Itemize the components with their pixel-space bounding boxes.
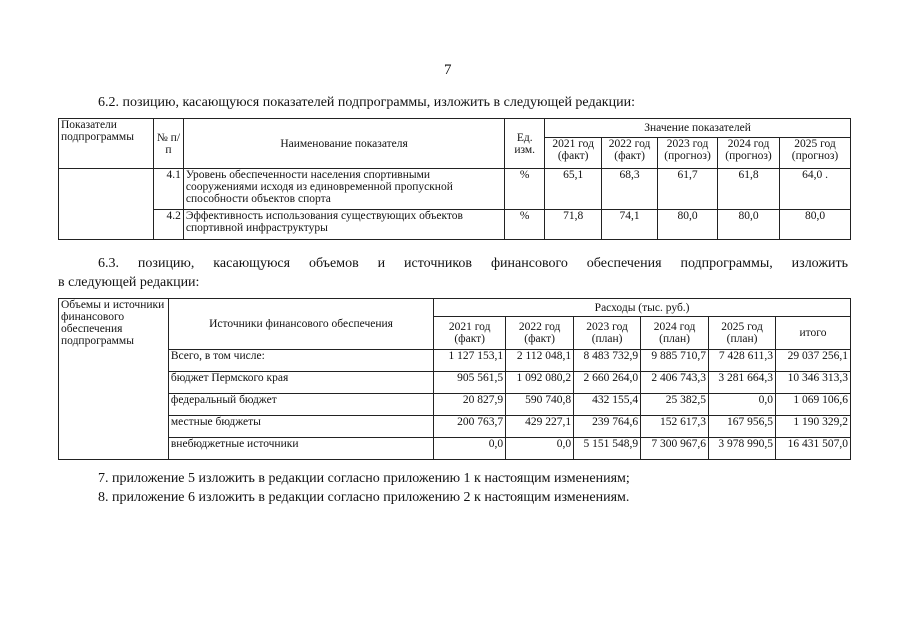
table-row <box>59 438 851 460</box>
value-cell: 71,8 <box>545 210 602 240</box>
indicator-name: Уровень обеспеченности населения спортивными сооружениями исходя из единовременной пропускной способности объектов спорта <box>183 169 504 210</box>
value-cell: 61,8 <box>718 169 780 210</box>
amount-cell: 0,0 <box>506 438 574 460</box>
table-row <box>59 350 851 372</box>
header-year: 2025 год (план) <box>709 317 776 350</box>
value-cell: 80,0 <box>658 210 718 240</box>
header-year: 2021 год (факт) <box>434 317 506 350</box>
item-8: 8. приложение 6 изложить в редакции согласно приложению 2 к настоящим изменениям. <box>98 490 630 505</box>
amount-cell: 29 037 256,1 <box>776 350 851 372</box>
amount-cell: 0,0 <box>709 394 776 416</box>
value-cell: 61,7 <box>658 169 718 210</box>
header-year: 2021 год (факт) <box>545 138 602 169</box>
amount-cell: 1 069 106,6 <box>776 394 851 416</box>
financing-table <box>58 298 851 460</box>
amount-cell: 152 617,3 <box>641 416 709 438</box>
section-6-3-intro: 6.3. позицию, касающуюся объемов и источников финансового обеспечения подпрограммы, изложить <box>98 256 848 271</box>
table-row <box>59 394 851 416</box>
amount-cell: 8 483 732,9 <box>574 350 641 372</box>
amount-cell: 3 281 664,3 <box>709 372 776 394</box>
amount-cell: 0,0 <box>434 438 506 460</box>
amount-cell: 10 346 313,3 <box>776 372 851 394</box>
source-name: местные бюджеты <box>168 416 433 438</box>
amount-cell: 9 885 710,7 <box>641 350 709 372</box>
amount-cell: 167 956,5 <box>709 416 776 438</box>
source-name: внебюджетные источники <box>168 438 433 460</box>
amount-cell: 5 151 548,9 <box>574 438 641 460</box>
amount-cell: 590 740,8 <box>506 394 574 416</box>
value-cell: 65,1 <box>545 169 602 210</box>
header-total: итого <box>776 317 851 350</box>
table-row <box>59 416 851 438</box>
table-row <box>59 169 851 210</box>
amount-cell: 20 827,9 <box>434 394 506 416</box>
indicator-name: Эффективность использования существующих объектов спортивной инфраструктуры <box>183 210 504 240</box>
amount-cell: 7 300 967,6 <box>641 438 709 460</box>
header-unit: Ед. изм. <box>505 119 545 169</box>
value-cell: 64,0 . <box>780 169 851 210</box>
source-name: федеральный бюджет <box>168 394 433 416</box>
amount-cell: 1 190 329,2 <box>776 416 851 438</box>
table-row <box>59 210 851 240</box>
value-cell: 80,0 <box>780 210 851 240</box>
indicators-table <box>58 118 851 240</box>
amount-cell: 429 227,1 <box>506 416 574 438</box>
value-cell: 74,1 <box>602 210 658 240</box>
header-expenses-group: Расходы (тыс. руб.) <box>434 299 851 317</box>
header-year: 2022 год (факт) <box>602 138 658 169</box>
header-financing-volumes: Объемы и источники финансового обеспечения подпрограммы <box>59 299 169 460</box>
header-indicator-name: Наименование показателя <box>183 119 504 169</box>
header-year: 2023 год (план) <box>574 317 641 350</box>
amount-cell: 2 406 743,3 <box>641 372 709 394</box>
header-year: 2022 год (факт) <box>506 317 574 350</box>
source-name: бюджет Пермского края <box>168 372 433 394</box>
header-values-group: Значение показателей <box>545 119 851 138</box>
unit-cell: % <box>505 210 545 240</box>
section-6-3-intro-cont: в следующей редакции: <box>58 275 200 290</box>
header-year: 2024 год (прогноз) <box>718 138 780 169</box>
section-6-2-intro: 6.2. позицию, касающуюся показателей подпрограммы, изложить в следующей редакции: <box>98 95 635 110</box>
value-cell: 80,0 <box>718 210 780 240</box>
header-year: 2025 год (прогноз) <box>780 138 851 169</box>
row-number: 4.2 <box>153 210 183 240</box>
amount-cell: 1 092 080,2 <box>506 372 574 394</box>
amount-cell: 7 428 611,3 <box>709 350 776 372</box>
amount-cell: 16 431 507,0 <box>776 438 851 460</box>
row-number: 4.1 <box>153 169 183 210</box>
item-7: 7. приложение 5 изложить в редакции согласно приложению 1 к настоящим изменениям; <box>98 471 630 486</box>
amount-cell: 200 763,7 <box>434 416 506 438</box>
header-number: № п/п <box>153 119 183 169</box>
header-indicators: Показатели подпрограммы <box>59 119 154 169</box>
amount-cell: 3 978 990,5 <box>709 438 776 460</box>
amount-cell: 1 127 153,1 <box>434 350 506 372</box>
amount-cell: 25 382,5 <box>641 394 709 416</box>
page-number: 7 <box>444 62 452 78</box>
amount-cell: 432 155,4 <box>574 394 641 416</box>
unit-cell: % <box>505 169 545 210</box>
value-cell: 68,3 <box>602 169 658 210</box>
amount-cell: 2 112 048,1 <box>506 350 574 372</box>
header-year: 2023 год (прогноз) <box>658 138 718 169</box>
source-name: Всего, в том числе: <box>168 350 433 372</box>
header-sources: Источники финансового обеспечения <box>168 299 433 350</box>
header-year: 2024 год (план) <box>641 317 709 350</box>
amount-cell: 239 764,6 <box>574 416 641 438</box>
empty-cell <box>59 169 154 240</box>
amount-cell: 2 660 264,0 <box>574 372 641 394</box>
table-row <box>59 372 851 394</box>
amount-cell: 905 561,5 <box>434 372 506 394</box>
